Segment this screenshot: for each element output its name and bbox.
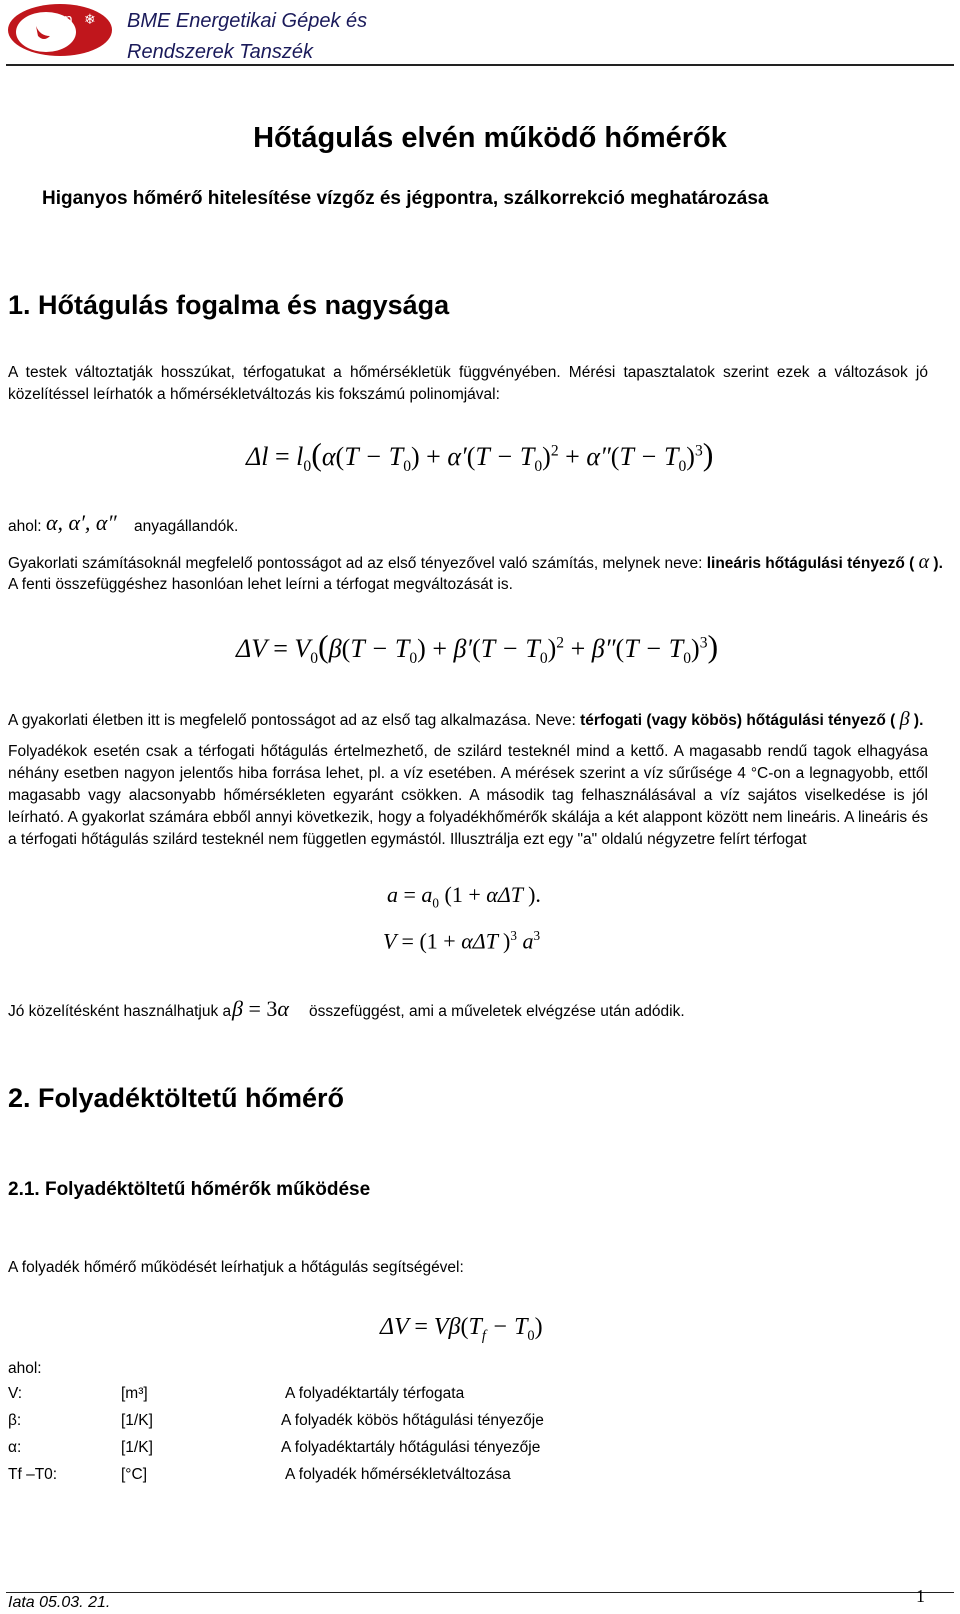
footer-rule: [6, 1592, 954, 1593]
alpha-symbol: α: [918, 551, 930, 573]
legend-description: A folyadéktartály térfogata: [285, 1385, 465, 1402]
section-1-paragraph-3: A gyakorlati életben itt is megfelelő pontosságot ad az első tag alkalmazása. Neve: térfogati (vagy köbös) hőtágulási tényező ( β ).: [8, 708, 924, 730]
department-logo: [6, 2, 114, 58]
legend-unit: [m³]: [121, 1385, 148, 1402]
volumetric-coefficient-term: térfogati (vagy köbös) hőtágulási tényező: [580, 712, 886, 729]
header-title: [127, 6, 367, 68]
legend-unit: [°C]: [121, 1466, 148, 1483]
section-1-paragraph-1: A testek változtatják hosszúkat, térfogatukat a hőmérsékletük függvényében. Mérési tapasztalatok szerint ezek a változások jó közelítéssel leírhatók a hőmérsékletváltozás kis fokszámú polinomjával:: [8, 364, 928, 403]
legend-symbol: α:: [8, 1439, 22, 1456]
page-number: 1: [916, 1586, 925, 1606]
section-1-paragraph-5b: összefüggést, ami a műveletek elvégzése után adódik.: [309, 1003, 685, 1020]
section-1-paragraph-5a: Jó közelítésként használhatjuk a: [8, 1003, 232, 1020]
section-2-heading: 2. Folyadéktöltetű hőmérő: [8, 1083, 345, 1113]
legend-unit: [1/K]: [121, 1439, 153, 1456]
beta-symbol: β: [899, 708, 910, 730]
ahol-label-1: ahol:: [8, 518, 42, 535]
header-line-2: Rendszerek Tanszék: [127, 41, 314, 63]
header-line-1: BME Energetikai Gépek és: [127, 10, 368, 32]
ahol-label-2: ahol:: [8, 1360, 42, 1377]
legend-symbol: β:: [8, 1412, 22, 1429]
linear-coefficient-term: lineáris hőtágulási tényező: [706, 555, 905, 572]
equation-cube-volume: V = (1 + αΔT )$^3$ $a^3$: [383, 928, 541, 954]
section-2-paragraph-1: A folyadék hőmérő működését leírhatjuk a hőtágulás segítségével:: [8, 1259, 464, 1276]
legend-symbol: Tf –T0:: [8, 1466, 58, 1483]
equation-side-length: $a = a_0$ (1 + αΔT ).: [387, 882, 541, 911]
legend-symbol: V:: [8, 1385, 23, 1402]
svg-text:❄: ❄: [84, 12, 96, 28]
equation-thermometer: $\Delta V = V\beta(T_f - T_0)$: [380, 1314, 543, 1344]
legend-description: A folyadék hőmérsékletváltozása: [285, 1466, 511, 1483]
section-1-paragraph-2: Gyakorlati számításoknál megfelelő pontosságot ad az első tényezővel való számítás, melynek neve: lineáris hőtágulási tényező ( α ).: [8, 551, 943, 573]
section-1-paragraph-2b: A fenti összefüggéshez hasonlóan lehet leírni a térfogat megváltozását is.: [8, 576, 513, 593]
section-2-1-heading: 2.1. Folyadéktöltetű hőmérők működése: [8, 1179, 371, 1200]
legend-unit: [1/K]: [121, 1412, 153, 1429]
document-subtitle: Higanyos hőmérő hitelesítése vízgőz és jégpontra, szálkorrekció meghatározása: [42, 188, 769, 209]
footer-date: Iata 05.03. 21.: [8, 1594, 111, 1611]
equation-volume-expansion: $\Delta V = V_0(\beta(T - T_0) + \beta'(T - T_0)^2 + \beta''(T - T_0)^3)$: [236, 628, 719, 668]
legend-description: A folyadéktartály hőtágulási tényezője: [281, 1439, 541, 1456]
material-constants-text: anyagállandók.: [134, 518, 239, 535]
document-title: Hőtágulás elvén működő hőmérők: [253, 122, 727, 154]
svg-text:η: η: [64, 12, 73, 28]
equation-beta-3alpha: β = 3α: [232, 996, 289, 1021]
legend-description: A folyadék köbös hőtágulási tényezője: [281, 1412, 544, 1429]
header-rule: [6, 64, 954, 66]
section-1-heading: 1. Hőtágulás fogalma és nagysága: [8, 290, 450, 320]
section-1-paragraph-4: Folyadékok esetén csak a térfogati hőtágulás értelmezhető, de szilárd testeknél mind a kettő. A magasabb rendű tagok elhagyása néhány esetben nagyon jelentős hiba forrása lehet, pl. a víz esetében. A mérések szerint a víz sűrűsége 4 °C-on a legnagyobb, ettől magasabb vagy alacsonyabb hőmérsékleten egyaránt csökken. A második tag felhasználásával a víz sajátos viselkedése is jól leírható. A gyakorlat számára ebből annyi következik, hogy a folyadékhőmérők skálája a két alappont között nem lineáris. A lineáris és a térfogati hőtágulás szilárd testeknél nem független egymástól. Illusztrálja ezt egy "a" oldalú négyzetre felírt térfogat: [8, 743, 928, 848]
alpha-constants: α, α′, α″: [46, 510, 117, 535]
equation-length-expansion: $\Delta l = l_0(\alpha(T - T_0) + \alpha'(T - T_0)^2 + \alpha''(T - T_0)^3)$: [246, 436, 714, 476]
